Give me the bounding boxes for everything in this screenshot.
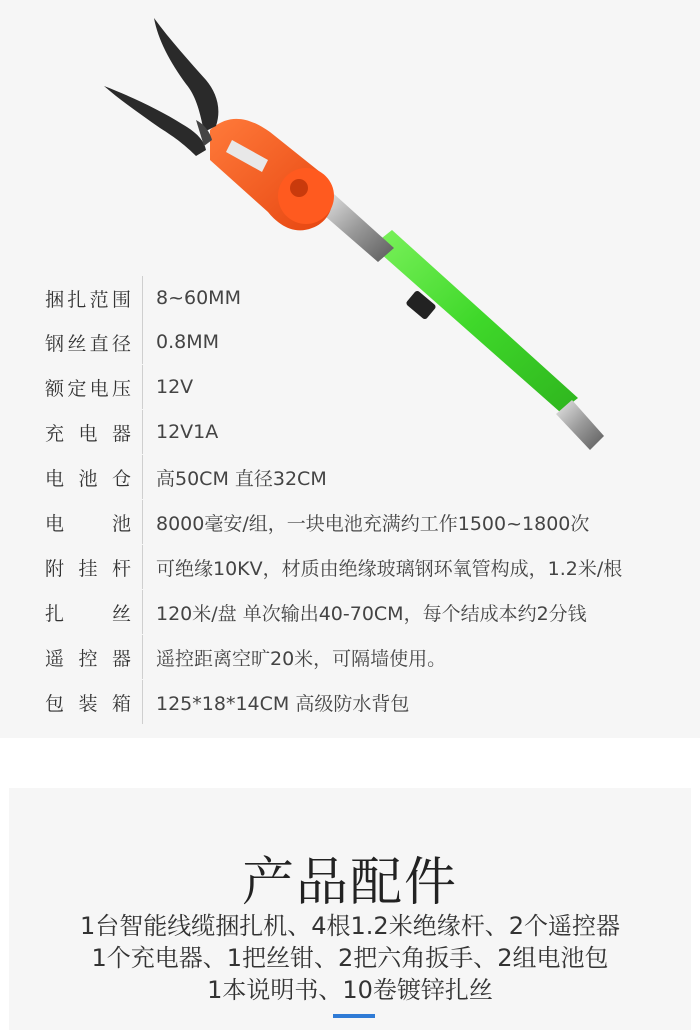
spec-row [0,276,700,320]
spec-label: 电 池 仓 [45,467,131,490]
spec-label: 附 挂 杆 [45,557,131,580]
spec-label: 钢 丝 直 径 [45,332,131,355]
spec-label: 包 装 箱 [45,692,131,715]
spec-row [0,500,700,544]
spec-divider [142,365,143,409]
spec-row [0,455,700,499]
spec-value: 高50CM 直径32CM [156,467,327,490]
spec-row [0,590,700,634]
spec-row [0,545,700,589]
spec-row [0,410,700,454]
spec-row [0,680,700,724]
accessories-line: 1个充电器、1把丝钳、2把六角扳手、2组电池包 [91,944,609,972]
spec-row [0,635,700,679]
spec-divider [142,276,143,320]
spec-value: 0.8MM [156,331,220,353]
spec-row [0,365,700,409]
spec-value: 8~60MM [156,287,241,309]
section-gap [0,738,700,788]
spec-row [0,320,700,364]
spec-label: 电 池 [45,512,131,535]
accessories-line: 1本说明书、10卷镀锌扎丝 [207,976,493,1004]
spec-divider [142,680,143,724]
spec-divider [142,500,143,544]
spec-divider [142,320,143,364]
spec-divider [142,590,143,634]
spec-divider [142,410,143,454]
spec-label: 额 定 电 压 [45,377,131,400]
spec-divider [142,545,143,589]
spec-value: 12V [156,376,194,398]
spec-label: 扎 丝 [45,602,131,625]
spec-label: 充 电 器 [45,422,131,445]
spec-value: 可绝缘10KV，材质由绝缘玻璃钢环氧管构成，1.2米/根 [156,557,623,580]
spec-value: 120米/盘 单次输出40-70CM，每个结成本约2分钱 [156,602,587,625]
spec-label: 遥 控 器 [45,647,131,670]
spec-value: 8000毫安/组，一块电池充满约工作1500~1800次 [156,512,590,535]
spec-value: 125*18*14CM 高级防水背包 [156,692,410,715]
spec-divider [142,635,143,679]
accessories-title: 产品配件 [241,853,458,913]
accent-bar [333,1014,375,1018]
motor-housing [278,168,334,224]
accessories-line: 1台智能线缆捆扎机、4根1.2米绝缘杆、2个遥控器 [80,912,620,940]
spec-label: 捆 扎 范 围 [45,288,131,311]
spec-divider [142,455,143,499]
lower-jaw [104,86,206,156]
spec-value: 12V1A [156,421,219,443]
spec-value: 遥控距离空旷20米，可隔墙使用。 [156,647,447,670]
